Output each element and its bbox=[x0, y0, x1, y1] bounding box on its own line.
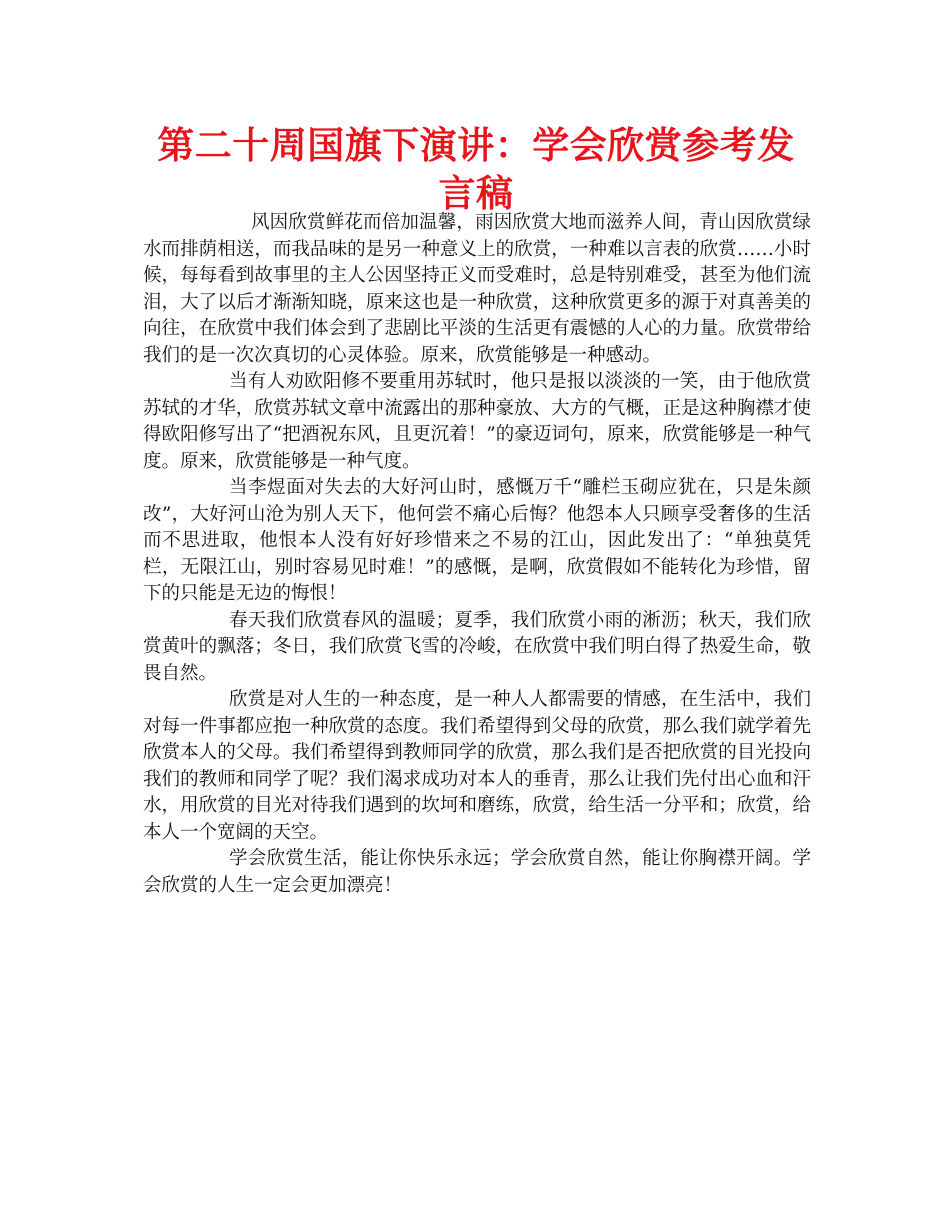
paragraph-4: 春天我们欣赏春风的温暖；夏季，我们欣赏小雨的淅沥；秋天，我们欣赏黄叶的飘落；冬日，我们欣赏飞雪的冷峻，在欣赏中我们明白得了热爱生命，敬畏自然。 bbox=[143, 609, 811, 684]
paragraph-5: 欣赏是对人生的一种态度，是一种人人都需要的情感，在生活中，我们对每一件事都应抱一种欣赏的态度。我们希望得到父母的欣赏，那么我们就学着先欣赏本人的父母。我们希望得到教师同学的欣赏，那么我们是否把欣赏的目光投向我们的教师和同学了呢？我们渴求成功对本人的垂青，那么让我们先付出心血和汗水，用欣赏的目光对待我们遇到的坎坷和磨练，欣赏，给生活一分平和；欣赏，给本人一个宽阔的天空。 bbox=[143, 689, 811, 843]
document-body bbox=[143, 210, 811, 899]
paragraph-6: 学会欣赏生活，能让你快乐永远；学会欣赏自然，能让你胸襟开阔。学会欣赏的人生一定会更加漂亮！ bbox=[143, 848, 811, 896]
paragraph-2: 当有人劝欧阳修不要重用苏轼时，他只是报以淡淡的一笑，由于他欣赏苏轼的才华，欣赏苏轼文章中流露出的那种豪放、大方的气概，正是这种胸襟才使得欧阳修写出了“把酒祝东风，且更沉着！”的豪迈词句，原来，欣赏能够是一种气度。原来，欣赏能够是一种气度。 bbox=[143, 371, 811, 472]
paragraph-3: 当李煜面对失去的大好河山时，感慨万千“雕栏玉砌应犹在，只是朱颜改”，大好河山沧为别人天下，他何尝不痛心后悔？他怨本人只顾享受奢侈的生活而不思进取，他恨本人没有好好珍惜来之不易的江山，因此发出了：“单独莫凭栏，无限江山，别时容易见时难！”的感慨，是啊，欣赏假如不能转化为珍惜，留下的只能是无边的悔恨！ bbox=[143, 477, 811, 604]
paragraph-1: 风因欣赏鲜花而倍加温馨，雨因欣赏大地而滋养人间，青山因欣赏绿水而排荫相送，而我品味的是另一种意义上的欣赏，一种难以言表的欣赏……小时候，每每看到故事里的主人公因坚持正义而受难时，总是特别难受，甚至为他们流泪，大了以后才渐渐知晓，原来这也是一种欣赏，这种欣赏更多的源于对真善美的向往，在欣赏中我们体会到了悲剧比平淡的生活更有震憾的人心的力量。欣赏带给我们的是一次次真切的心灵体验。原来，欣赏能够是一种感动。 bbox=[143, 212, 811, 366]
document-title: 第二十周国旗下演讲：学会欣赏参考发言稿 bbox=[157, 124, 795, 215]
